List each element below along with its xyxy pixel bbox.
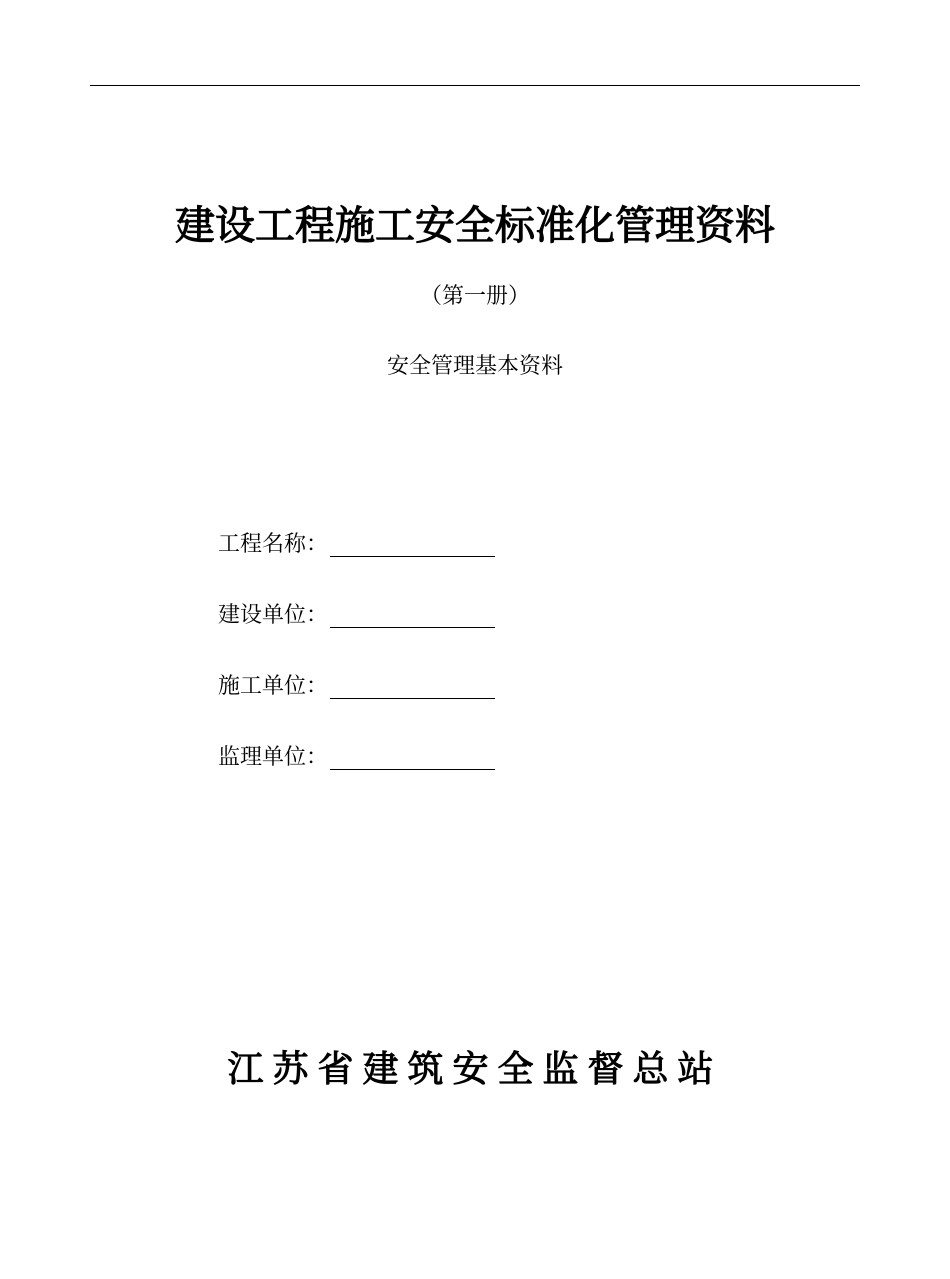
construction-owner-label: 建设单位：: [218, 603, 329, 628]
document-title: 建设工程施工安全标准化管理资料: [175, 202, 775, 249]
supervisor-label: 监理单位：: [218, 745, 329, 770]
project-name-label: 工程名称：: [218, 532, 329, 557]
header-rule: [90, 85, 860, 86]
contractor-field: [218, 672, 618, 702]
document-subtitle: 安全管理基本资料: [386, 354, 563, 379]
project-name-blank[interactable]: [330, 534, 495, 557]
project-info-form: [218, 530, 618, 814]
contractor-label: 施工单位：: [218, 674, 329, 699]
construction-owner-field: [218, 601, 618, 631]
volume-label: （第一册）: [419, 284, 530, 309]
contractor-blank[interactable]: [330, 676, 495, 699]
supervisor-blank[interactable]: [330, 747, 495, 770]
supervisor-field: [218, 743, 618, 773]
issuing-organization: 江苏省建筑安全监督总站: [227, 1048, 723, 1090]
project-name-field: [218, 530, 618, 560]
construction-owner-blank[interactable]: [330, 605, 495, 628]
